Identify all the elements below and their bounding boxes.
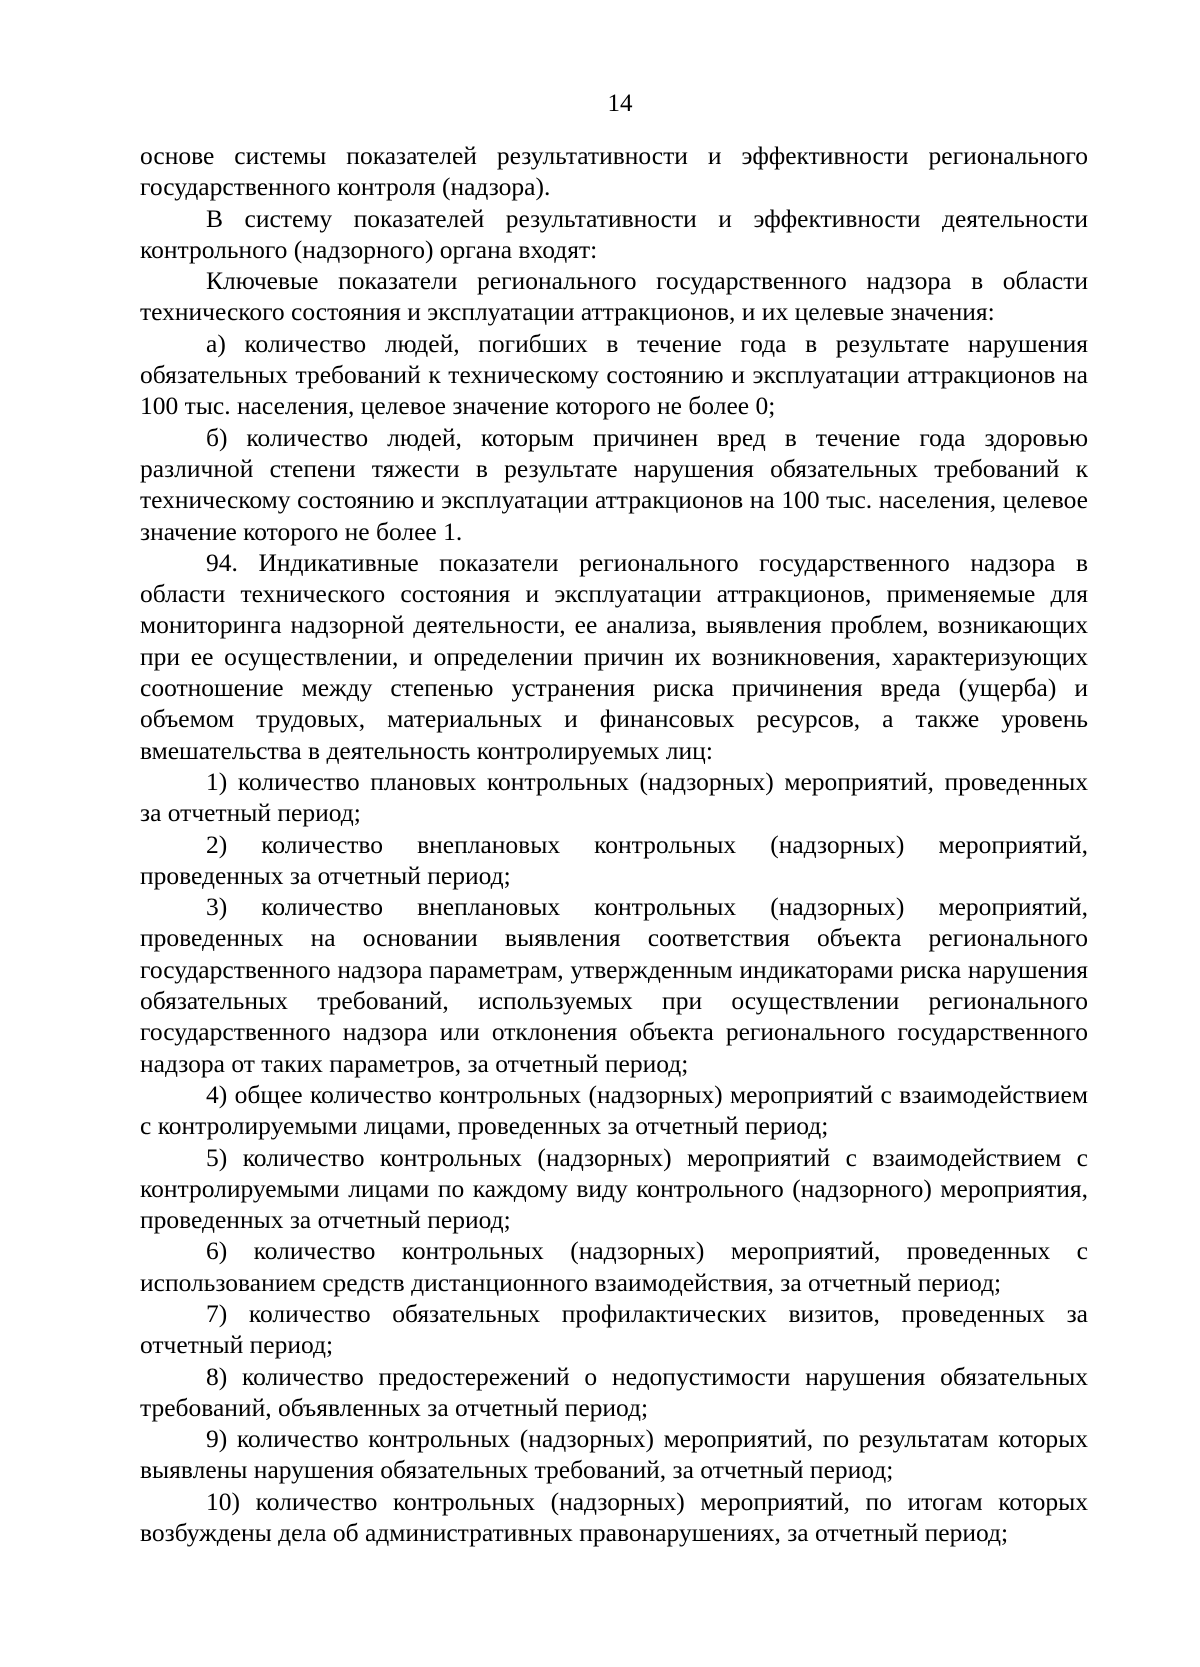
paragraph-key-indicators: Ключевые показатели регионального государственного надзора в области технического состояния и эксплуатации аттракционов, и их целевые значения: [140, 266, 1088, 327]
list-item-10: 10) количество контрольных (надзорных) мероприятий, по итогам которых возбуждены дела об административных правонарушениях, за отчетный период; [140, 1486, 1088, 1548]
page-number: 14 [607, 90, 633, 117]
list-item-8: 8) количество предостережений о недопустимости нарушения обязательных требований, объявленных за отчетный период; [140, 1361, 1088, 1422]
list-item-2: 2) количество внеплановых контрольных (надзорных) мероприятий, проведенных за отчетный период; [140, 829, 1088, 890]
list-item-6: 6) количество контрольных (надзорных) мероприятий, проведенных с использованием средств дистанционного взаимодействия, за отчетный период; [140, 1236, 1088, 1297]
list-item-5: 5) количество контрольных (надзорных) мероприятий с взаимодействием с контролируемыми лицами по каждому виду контрольного (надзорного) мероприятия, проведенных за отчетный период; [140, 1142, 1088, 1235]
list-item-4: 4) общее количество контрольных (надзорных) мероприятий с взаимодействием с контролируемыми лицами, проведенных за отчетный период; [140, 1079, 1088, 1141]
document-body [140, 140, 1088, 1548]
list-item-7: 7) количество обязательных профилактических визитов, проведенных за отчетный период; [140, 1298, 1088, 1360]
paragraph-key-indicator-a: а) количество людей, погибших в течение года в результате нарушения обязательных требований к техническому состоянию и эксплуатации аттракционов на 100 тыс. населения, целевое значение которого не более 0; [140, 328, 1088, 421]
list-item-3: 3) количество внеплановых контрольных (надзорных) мероприятий, проведенных на основании выявления соответствия объекта регионального государственного надзора параметрам, утвержденным индикаторами риска нарушения обязательных требований, используемых при осуществлении регионального государственного надзора или отклонения объекта регионального государственного надзора от таких параметров, за отчетный период; [140, 892, 1088, 1078]
paragraph-section-94: 94. Индикативные показатели регионального государственного надзора в области технического состояния и эксплуатации аттракционов, применяемые для мониторинга надзорной деятельности, ее анализа, выявления проблем, возникающих при ее осуществлении, и определении причин их возникновения, характеризующих соотношение между степенью устранения риска причинения вреда (ущерба) и объемом трудовых, материальных и финансовых ресурсов, а также уровень вмешательства в деятельность контролируемых лиц: [140, 547, 1088, 765]
paragraph-key-indicator-b: б) количество людей, которым причинен вред в течение года здоровью различной степени тяжести в результате нарушения обязательных требований к техническому состоянию и эксплуатации аттракционов на 100 тыс. населения, целевое значение которого не более 1. [140, 422, 1088, 546]
paragraph-continuation: основе системы показателей результативности и эффективности регионального государственного контроля (надзора). [140, 141, 1088, 202]
list-item-9: 9) количество контрольных (надзорных) мероприятий, по результатам которых выявлены нарушения обязательных требований, за отчетный период; [140, 1424, 1088, 1485]
list-item-1: 1) количество плановых контрольных (надзорных) мероприятий, проведенных за отчетный период; [140, 766, 1088, 828]
paragraph-indicator-system-intro: В систему показателей результативности и эффективности деятельности контрольного (надзорного) органа входят: [140, 203, 1088, 264]
